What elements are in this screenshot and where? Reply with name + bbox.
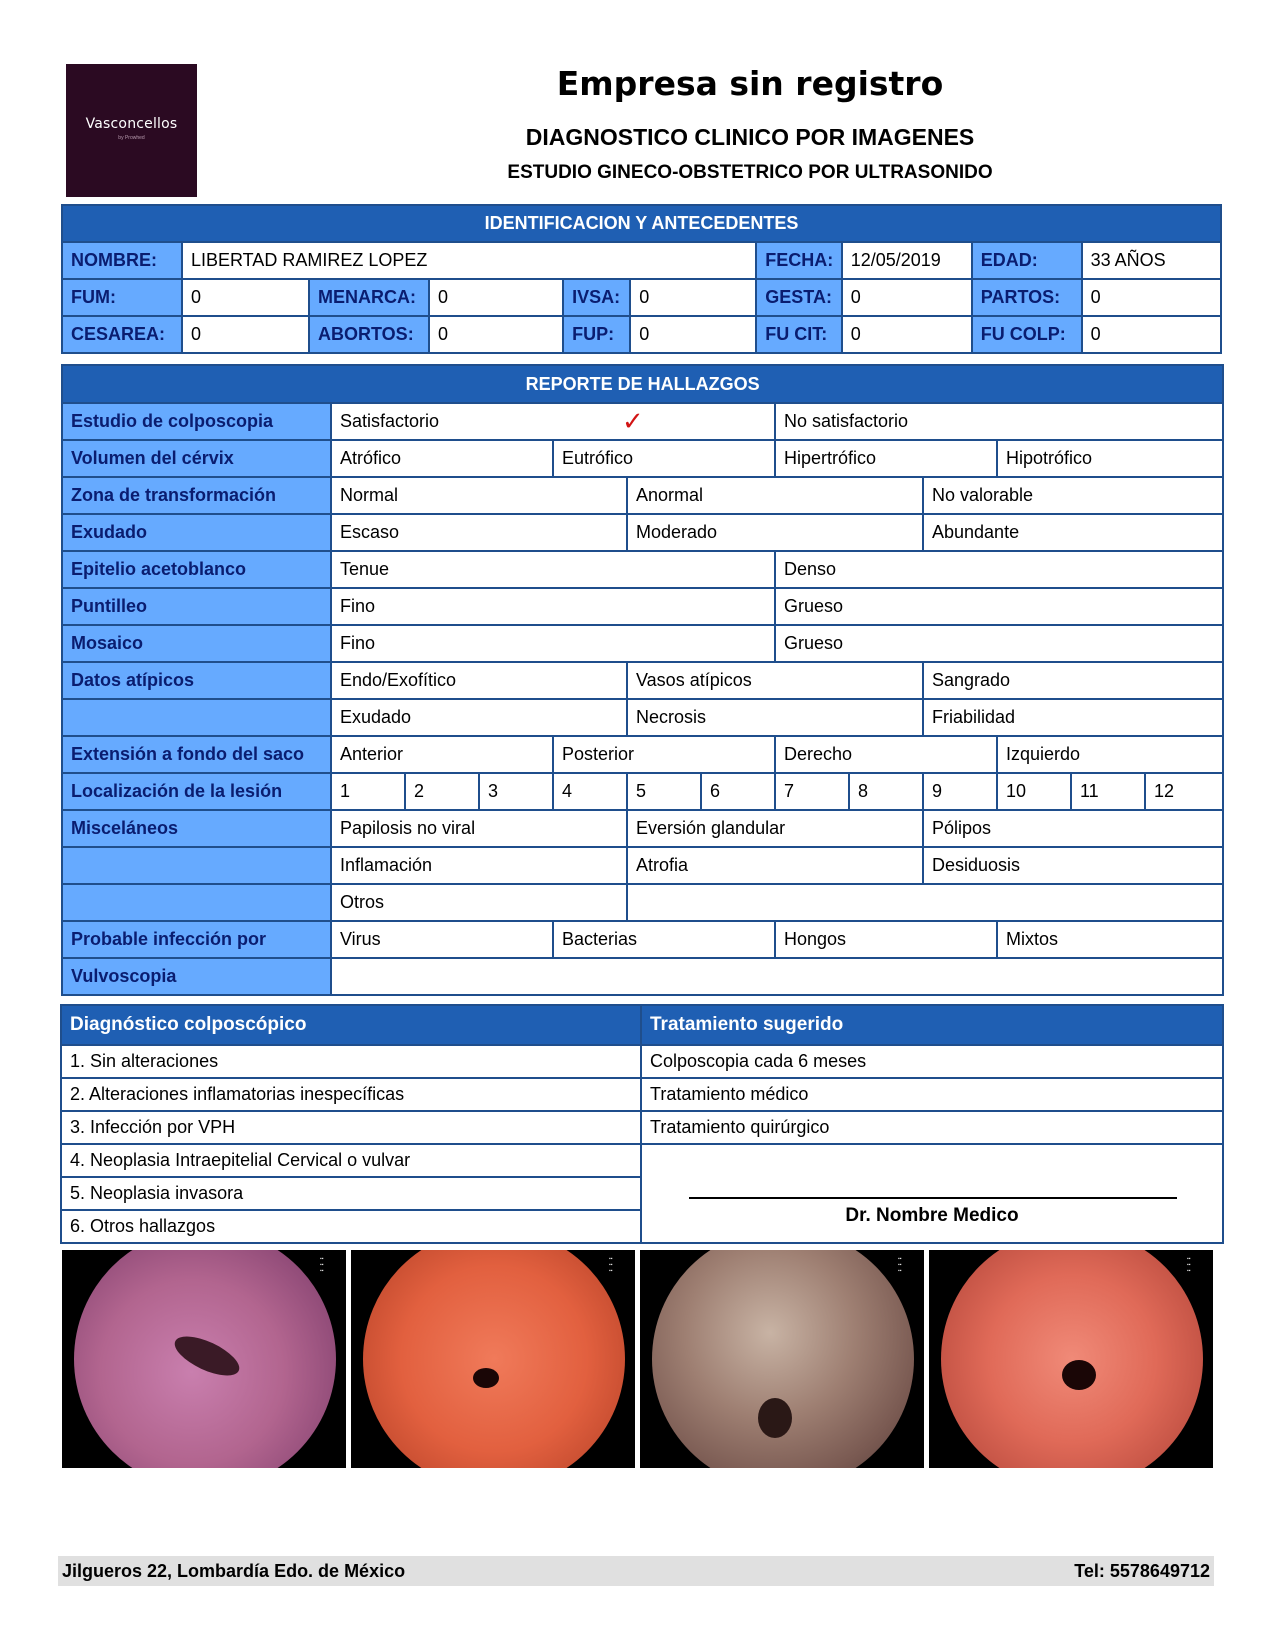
image-info-icon: ▪▪ ▪▪ ▪▪ bbox=[1187, 1256, 1191, 1274]
estudio-option[interactable] bbox=[331, 403, 775, 440]
zona-label: Zona de transformación bbox=[62, 477, 331, 514]
extension-option[interactable]: Derecho bbox=[775, 736, 997, 773]
atipicos-label-empty bbox=[62, 699, 331, 736]
estudio-option[interactable]: No satisfactorio bbox=[775, 403, 1223, 440]
localizacion-option[interactable]: 6 bbox=[701, 773, 775, 810]
colposcopy-image-2 bbox=[351, 1250, 635, 1468]
zona-option[interactable]: No valorable bbox=[923, 477, 1223, 514]
vulvoscopia-label: Vulvoscopia bbox=[62, 958, 331, 995]
fup-value: 0 bbox=[630, 316, 756, 353]
footer-phone: Tel: 5578649712 bbox=[1074, 1561, 1210, 1581]
atipicos-option[interactable]: Friabilidad bbox=[923, 699, 1223, 736]
miscelaneos-option[interactable]: Atrofia bbox=[627, 847, 923, 884]
nombre-label: NOMBRE: bbox=[62, 242, 182, 279]
puntilleo-option[interactable]: Fino bbox=[331, 588, 775, 625]
localizacion-option[interactable]: 12 bbox=[1145, 773, 1223, 810]
extension-option[interactable]: Anterior bbox=[331, 736, 553, 773]
company-logo bbox=[66, 64, 197, 197]
localizacion-option[interactable]: 11 bbox=[1071, 773, 1145, 810]
volumen-option[interactable]: Hipotrófico bbox=[997, 440, 1223, 477]
miscelaneos-label: Misceláneos bbox=[62, 810, 331, 847]
report-subtitle: ESTUDIO GINECO-OBSTETRICO POR ULTRASONIDO bbox=[507, 162, 993, 183]
volumen-option[interactable]: Hipertrófico bbox=[775, 440, 997, 477]
treatment-item[interactable]: Tratamiento quirúrgico bbox=[641, 1111, 1223, 1144]
miscelaneos-option[interactable]: Papilosis no viral bbox=[331, 810, 627, 847]
exudado-option[interactable]: Abundante bbox=[923, 514, 1223, 551]
volumen-label: Volumen del cérvix bbox=[62, 440, 331, 477]
signature-line bbox=[689, 1197, 1177, 1199]
estudio-label: Estudio de colposcopia bbox=[62, 403, 331, 440]
fecha-value: 12/05/2019 bbox=[842, 242, 972, 279]
exudado-option[interactable]: Moderado bbox=[627, 514, 923, 551]
mosaico-label: Mosaico bbox=[62, 625, 331, 662]
infeccion-option[interactable]: Virus bbox=[331, 921, 553, 958]
colposcopy-image-4 bbox=[929, 1250, 1213, 1468]
miscelaneos-otros-field[interactable] bbox=[627, 884, 1223, 921]
atipicos-option[interactable]: Necrosis bbox=[627, 699, 923, 736]
footer-address: Jilgueros 22, Lombardía Edo. de México bbox=[62, 1561, 406, 1581]
abortos-value: 0 bbox=[429, 316, 563, 353]
miscelaneos-option[interactable]: Otros bbox=[331, 884, 627, 921]
puntilleo-option[interactable]: Grueso bbox=[775, 588, 1223, 625]
diagnosis-item[interactable]: 4. Neoplasia Intraepitelial Cervical o vulvar bbox=[61, 1144, 641, 1177]
footer bbox=[58, 1556, 1214, 1586]
miscelaneos-label-empty bbox=[62, 847, 331, 884]
findings-table bbox=[61, 364, 1224, 996]
localizacion-option[interactable]: 7 bbox=[775, 773, 849, 810]
atipicos-option[interactable]: Endo/Exofítico bbox=[331, 662, 627, 699]
atipicos-label: Datos atípicos bbox=[62, 662, 331, 699]
diagnosis-item[interactable]: 5. Neoplasia invasora bbox=[61, 1177, 641, 1210]
gesta-value: 0 bbox=[842, 279, 972, 316]
infeccion-option[interactable]: Hongos bbox=[775, 921, 997, 958]
localizacion-option[interactable]: 3 bbox=[479, 773, 553, 810]
logo-subtext: by Prowhed bbox=[118, 135, 145, 141]
treatment-header: Tratamiento sugerido bbox=[641, 1005, 1223, 1045]
zona-option[interactable]: Normal bbox=[331, 477, 627, 514]
diagnosis-item[interactable]: 3. Infección por VPH bbox=[61, 1111, 641, 1144]
miscelaneos-option[interactable]: Desiduosis bbox=[923, 847, 1223, 884]
puntilleo-label: Puntilleo bbox=[62, 588, 331, 625]
zona-option[interactable]: Anormal bbox=[627, 477, 923, 514]
fucolp-label: FU COLP: bbox=[972, 316, 1082, 353]
infeccion-option[interactable]: Mixtos bbox=[997, 921, 1223, 958]
cesarea-label: CESAREA: bbox=[62, 316, 182, 353]
localizacion-option[interactable]: 8 bbox=[849, 773, 923, 810]
fucit-value: 0 bbox=[842, 316, 972, 353]
vulvoscopia-field[interactable] bbox=[331, 958, 1223, 995]
miscelaneos-label-empty bbox=[62, 884, 331, 921]
epitelio-option[interactable]: Denso bbox=[775, 551, 1223, 588]
exudado-option[interactable]: Escaso bbox=[331, 514, 627, 551]
localizacion-label: Localización de la lesión bbox=[62, 773, 331, 810]
volumen-option[interactable]: Atrófico bbox=[331, 440, 553, 477]
doctor-name: Dr. Nombre Medico bbox=[845, 1205, 1019, 1226]
atipicos-option[interactable]: Exudado bbox=[331, 699, 627, 736]
localizacion-option[interactable]: 10 bbox=[997, 773, 1071, 810]
checkmark-icon: ✓ bbox=[622, 406, 644, 436]
identification-section-title: IDENTIFICACION Y ANTECEDENTES bbox=[62, 205, 1221, 242]
menarca-label: MENARCA: bbox=[309, 279, 429, 316]
fup-label: FUP: bbox=[563, 316, 630, 353]
diagnosis-item[interactable]: 6. Otros hallazgos bbox=[61, 1210, 641, 1243]
partos-label: PARTOS: bbox=[972, 279, 1082, 316]
diagnosis-item[interactable]: 2. Alteraciones inflamatorias inespecíficas bbox=[61, 1078, 641, 1111]
findings-section-title: REPORTE DE HALLAZGOS bbox=[62, 365, 1223, 403]
company-name: Empresa sin registro bbox=[556, 64, 944, 103]
diagnosis-treatment-table bbox=[60, 1004, 1224, 1244]
treatment-item[interactable]: Colposcopia cada 6 meses bbox=[641, 1045, 1223, 1078]
cesarea-value: 0 bbox=[182, 316, 309, 353]
colposcopy-image-3 bbox=[640, 1250, 924, 1468]
extension-label: Extensión a fondo del saco bbox=[62, 736, 331, 773]
gesta-label: GESTA: bbox=[756, 279, 841, 316]
identification-table bbox=[61, 204, 1222, 354]
volumen-option[interactable]: Eutrófico bbox=[553, 440, 775, 477]
localizacion-option[interactable]: 4 bbox=[553, 773, 627, 810]
report-title: DIAGNOSTICO CLINICO POR IMAGENES bbox=[525, 124, 975, 150]
localizacion-option[interactable]: 5 bbox=[627, 773, 701, 810]
extension-option[interactable]: Posterior bbox=[553, 736, 775, 773]
edad-value: 33 AÑOS bbox=[1082, 242, 1221, 279]
colposcopy-image-1 bbox=[62, 1250, 346, 1468]
mosaico-option[interactable]: Grueso bbox=[775, 625, 1223, 662]
signature-block bbox=[641, 1144, 1223, 1243]
image-info-icon: ▪▪ ▪▪ ▪▪ bbox=[320, 1256, 324, 1274]
localizacion-option[interactable]: 1 bbox=[331, 773, 405, 810]
abortos-label: ABORTOS: bbox=[309, 316, 429, 353]
estudio-option-text: Satisfactorio bbox=[340, 411, 440, 431]
extension-option[interactable]: Izquierdo bbox=[997, 736, 1223, 773]
nombre-value: LIBERTAD RAMIREZ LOPEZ bbox=[182, 242, 756, 279]
diagnosis-header: Diagnóstico colposcópico bbox=[61, 1005, 641, 1045]
atipicos-option[interactable]: Sangrado bbox=[923, 662, 1223, 699]
miscelaneos-option[interactable]: Inflamación bbox=[331, 847, 627, 884]
miscelaneos-option[interactable]: Pólipos bbox=[923, 810, 1223, 847]
edad-label: EDAD: bbox=[972, 242, 1082, 279]
ivsa-value: 0 bbox=[630, 279, 756, 316]
fucit-label: FU CIT: bbox=[756, 316, 841, 353]
epitelio-label: Epitelio acetoblanco bbox=[62, 551, 331, 588]
localizacion-option[interactable]: 2 bbox=[405, 773, 479, 810]
fum-label: FUM: bbox=[62, 279, 182, 316]
localizacion-option[interactable]: 9 bbox=[923, 773, 997, 810]
atipicos-option[interactable]: Vasos atípicos bbox=[627, 662, 923, 699]
fum-value: 0 bbox=[182, 279, 309, 316]
image-info-icon: ▪▪ ▪▪ ▪▪ bbox=[609, 1256, 613, 1274]
mosaico-option[interactable]: Fino bbox=[331, 625, 775, 662]
fucolp-value: 0 bbox=[1082, 316, 1221, 353]
epitelio-option[interactable]: Tenue bbox=[331, 551, 775, 588]
partos-value: 0 bbox=[1082, 279, 1221, 316]
fecha-label: FECHA: bbox=[756, 242, 841, 279]
diagnosis-item[interactable]: 1. Sin alteraciones bbox=[61, 1045, 641, 1078]
logo-brand: Vasconcellos bbox=[85, 116, 178, 132]
treatment-item[interactable]: Tratamiento médico bbox=[641, 1078, 1223, 1111]
miscelaneos-option[interactable]: Eversión glandular bbox=[627, 810, 923, 847]
image-info-icon: ▪▪ ▪▪ ▪▪ bbox=[898, 1256, 902, 1274]
ivsa-label: IVSA: bbox=[563, 279, 630, 316]
infeccion-option[interactable]: Bacterias bbox=[553, 921, 775, 958]
infeccion-label: Probable infección por bbox=[62, 921, 331, 958]
exudado-label: Exudado bbox=[62, 514, 331, 551]
menarca-value: 0 bbox=[429, 279, 563, 316]
